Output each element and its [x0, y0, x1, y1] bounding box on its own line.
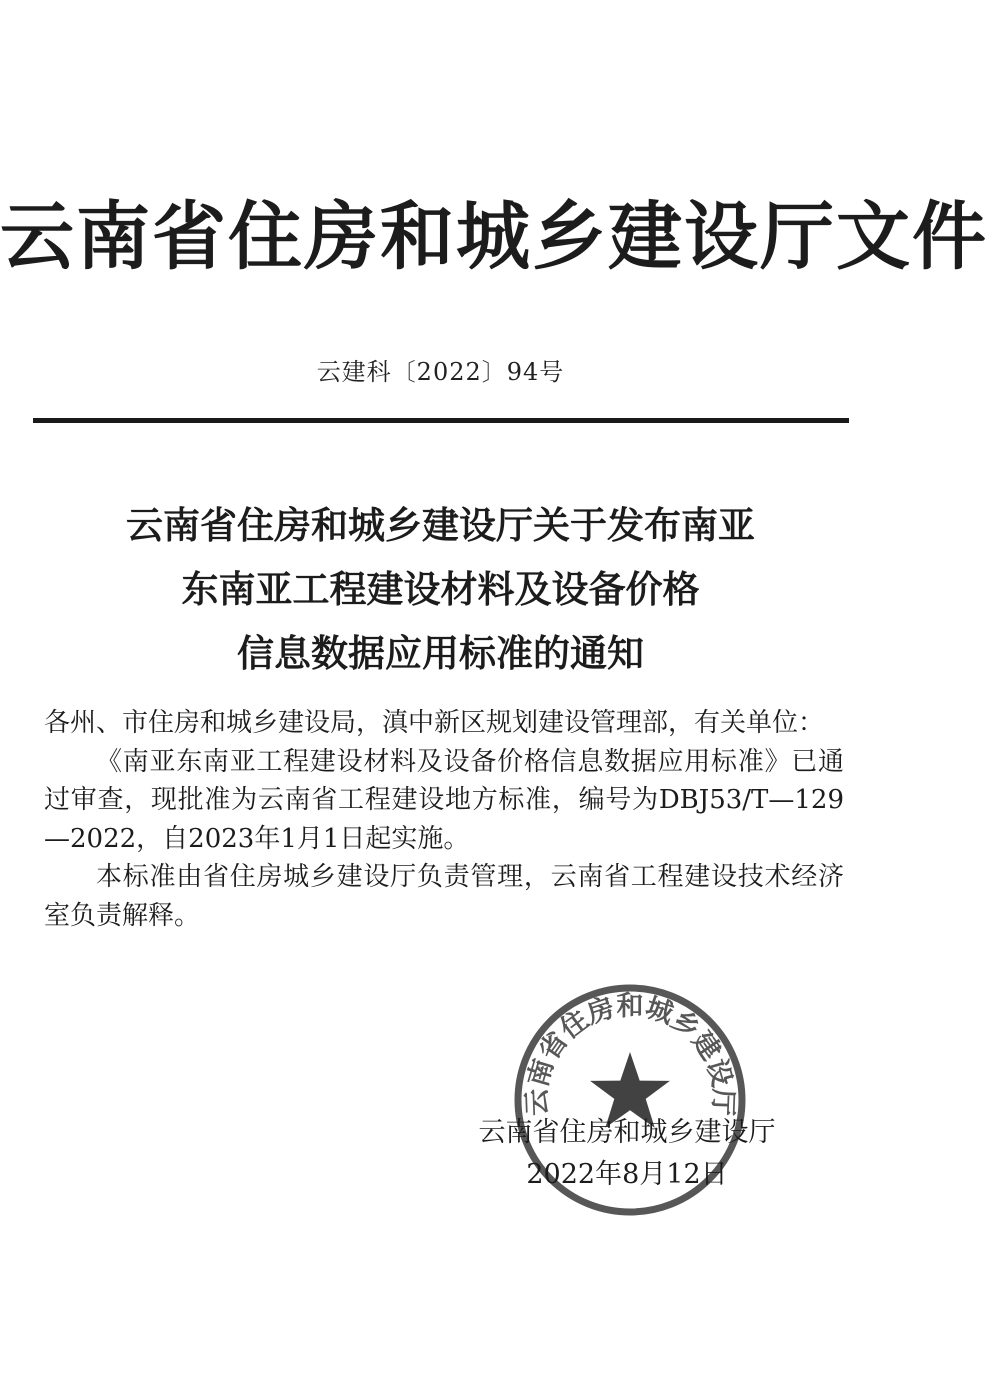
issuer-header: 云南省住房和城乡建设厅文件: [0, 194, 988, 280]
addressee: 各州、市住房和城乡建设局，滇中新区规划建设管理部，有关单位：: [44, 708, 825, 738]
signature-date: 2022年8月12日: [526, 1159, 728, 1190]
document-number: 云建科〔2022〕94号: [316, 358, 565, 386]
body-paragraph-1: 《南亚东南亚工程建设材料及设备价格信息数据应用标准》已通过审查，现批准为云南省工程建设地方标准，编号为DBJ53/T—129—2022，自2023年1月1日起实施。: [44, 746, 844, 854]
title-line-2: 东南亚工程建设材料及设备价格: [181, 568, 700, 611]
body-paragraph-2: 本标准由省住房城乡建设厅负责管理，云南省工程建设技术经济室负责解释。: [44, 862, 844, 931]
header-divider: [33, 418, 849, 423]
signature-block: [452, 1112, 802, 1196]
seal-text: 云南省住房和城乡建设厅: [521, 990, 739, 1117]
notice-title: [0, 494, 881, 686]
notice-body: [44, 704, 844, 935]
title-line-3: 信息数据应用标准的通知: [237, 632, 644, 675]
title-line-1: 云南省住房和城乡建设厅关于发布南亚: [126, 504, 755, 547]
signature-org: 云南省住房和城乡建设厅: [478, 1117, 776, 1148]
